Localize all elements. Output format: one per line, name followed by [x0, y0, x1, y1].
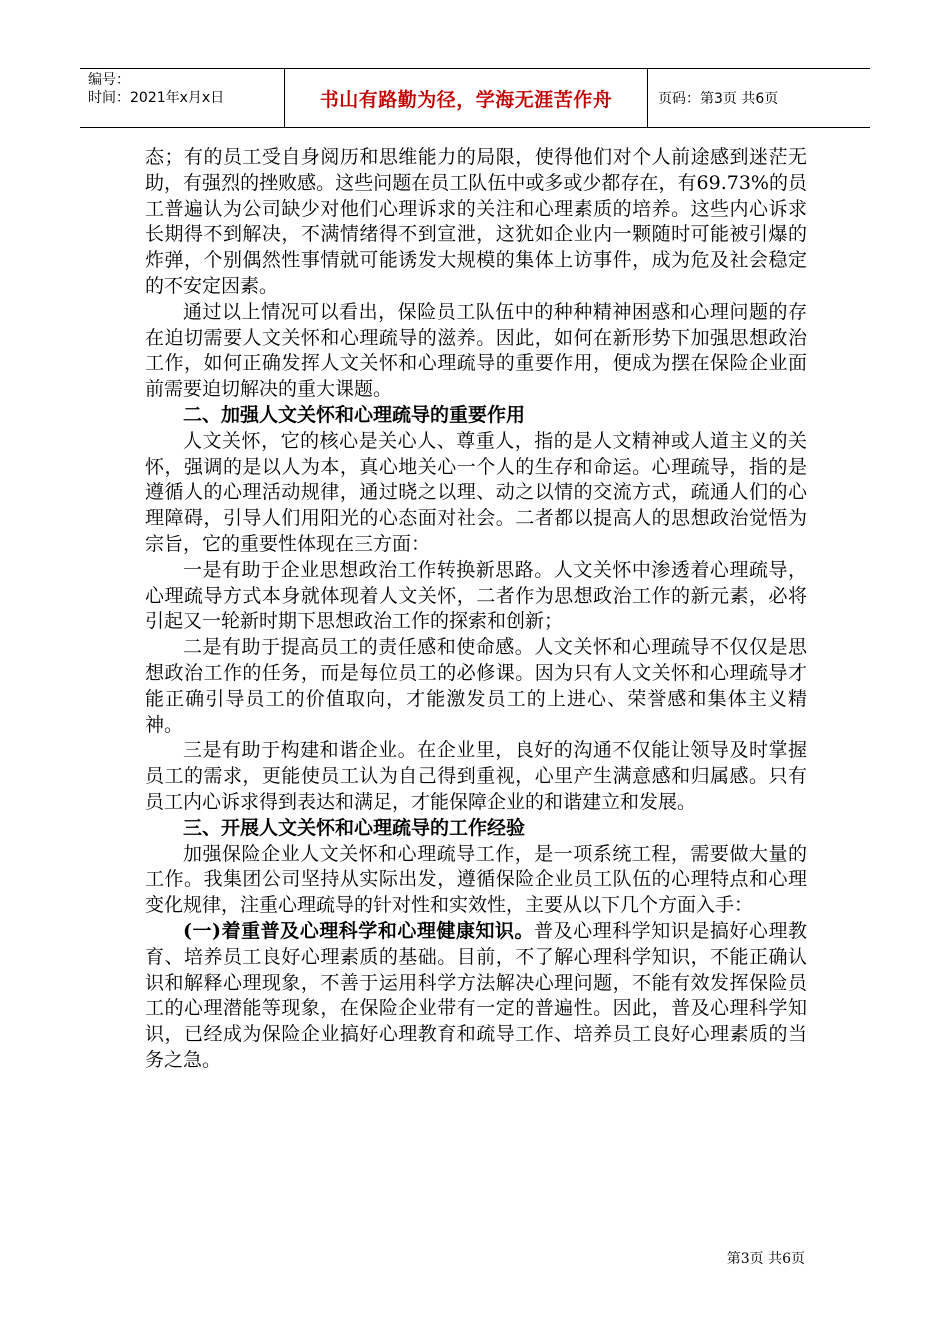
header-meta — [80, 69, 285, 127]
paragraph: 二是有助于提高员工的责任感和使命感。人文关怀和心理疏导不仅仅是思想政治工作的任务，而是每位员工的必修课。因为只有人文关怀和心理疏导才能正确引导员工的价值取向，才能激发员工的上进心、荣誉感和集体主义精神。 — [145, 636, 807, 736]
paragraph — [145, 919, 807, 1074]
header-motto: 书山有路勤为径，学海无涯苦作舟 — [285, 69, 648, 127]
section-heading: 三、开展人文关怀和心理疏导的工作经验 — [183, 816, 526, 839]
document-time-label: 时间：2021年x月x日 — [88, 90, 225, 106]
document-number-label: 编号： — [88, 72, 130, 88]
section-heading: 二、加强人文关怀和心理疏导的重要作用 — [183, 403, 526, 426]
paragraph: 加强保险企业人文关怀和心理疏导工作，是一项系统工程，需要做大量的工作。我集团公司坚持从实际出发，遵循保险企业员工队伍的心理特点和心理变化规律，注重心理疏导的针对性和实效性，主要从以下几个方面入手： — [145, 842, 807, 917]
paragraph: 态；有的员工受自身阅历和思维能力的局限，使得他们对个人前途感到迷茫无助，有强烈的挫败感。这些问题在员工队伍中或多或少都存在，有69.73%的员工普遍认为公司缺少对他们心理诉求的关注和心理素质的培养。这些内心诉求长期得不到解决，不满情绪得不到宣泄，这犹如企业内一颗随时可能被引爆的炸弹，个别偶然性事情就可能诱发大规模的集体上访事件，成为危及社会稳定的不安定因素。 — [145, 146, 807, 297]
paragraph: 人文关怀，它的核心是关心人、尊重人，指的是人文精神或人道主义的关怀，强调的是以人为本，真心地关心一个人的生存和命运。心理疏导，指的是遵循人的心理活动规律，通过晓之以理、动之以情的交流方式，疏通人们的心理障碍，引导人们用阳光的心态面对社会。二者都以提高人的思想政治觉悟为宗旨，它的重要性体现在三方面： — [145, 429, 807, 555]
paragraph: 三是有助于构建和谐企业。在企业里，良好的沟通不仅能让领导及时掌握员工的需求，更能使员工认为自己得到重视，心里产生满意感和归属感。只有员工内心诉求得到表达和满足，才能保障企业的和谐建立和发展。 — [145, 739, 807, 813]
subsection-lead: (一)着重普及心理科学和心理健康知识。 — [183, 919, 535, 942]
paragraph-text: 普及心理科学知识是搞好心理教育、培养员工良好心理素质的基础。目前，不了解心理科学知识，不能正确认识和解释心理现象，不善于运用科学方法解决心理问题，不能有效发挥保险员工的心理潜能等现象，在保险企业带有一定的普遍性。因此，普及心理科学知识，已经成为保险企业搞好心理教育和疏导工作、培养员工良好心理素质的当务之急。 — [145, 919, 807, 1071]
document-body — [145, 145, 807, 1074]
paragraph: 一是有助于企业思想政治工作转换新思路。人文关怀中渗透着心理疏导，心理疏导方式本身就体现着人文关怀，二者作为思想政治工作的新元素，必将引起又一轮新时期下思想政治工作的探索和创新； — [145, 558, 807, 633]
paragraph: 通过以上情况可以看出，保险员工队伍中的种种精神困惑和心理问题的存在迫切需要人文关怀和心理疏导的滋养。因此，如何在新形势下加强思想政治工作，如何正确发挥人文关怀和心理疏导的重要作用，便成为摆在保险企业面前需要迫切解决的重大课题。 — [145, 300, 807, 401]
page-footer: 第3页 共6页 — [726, 1251, 805, 1267]
page-header — [80, 68, 870, 128]
header-page-info: 页码：第3页 共6页 — [658, 91, 779, 107]
